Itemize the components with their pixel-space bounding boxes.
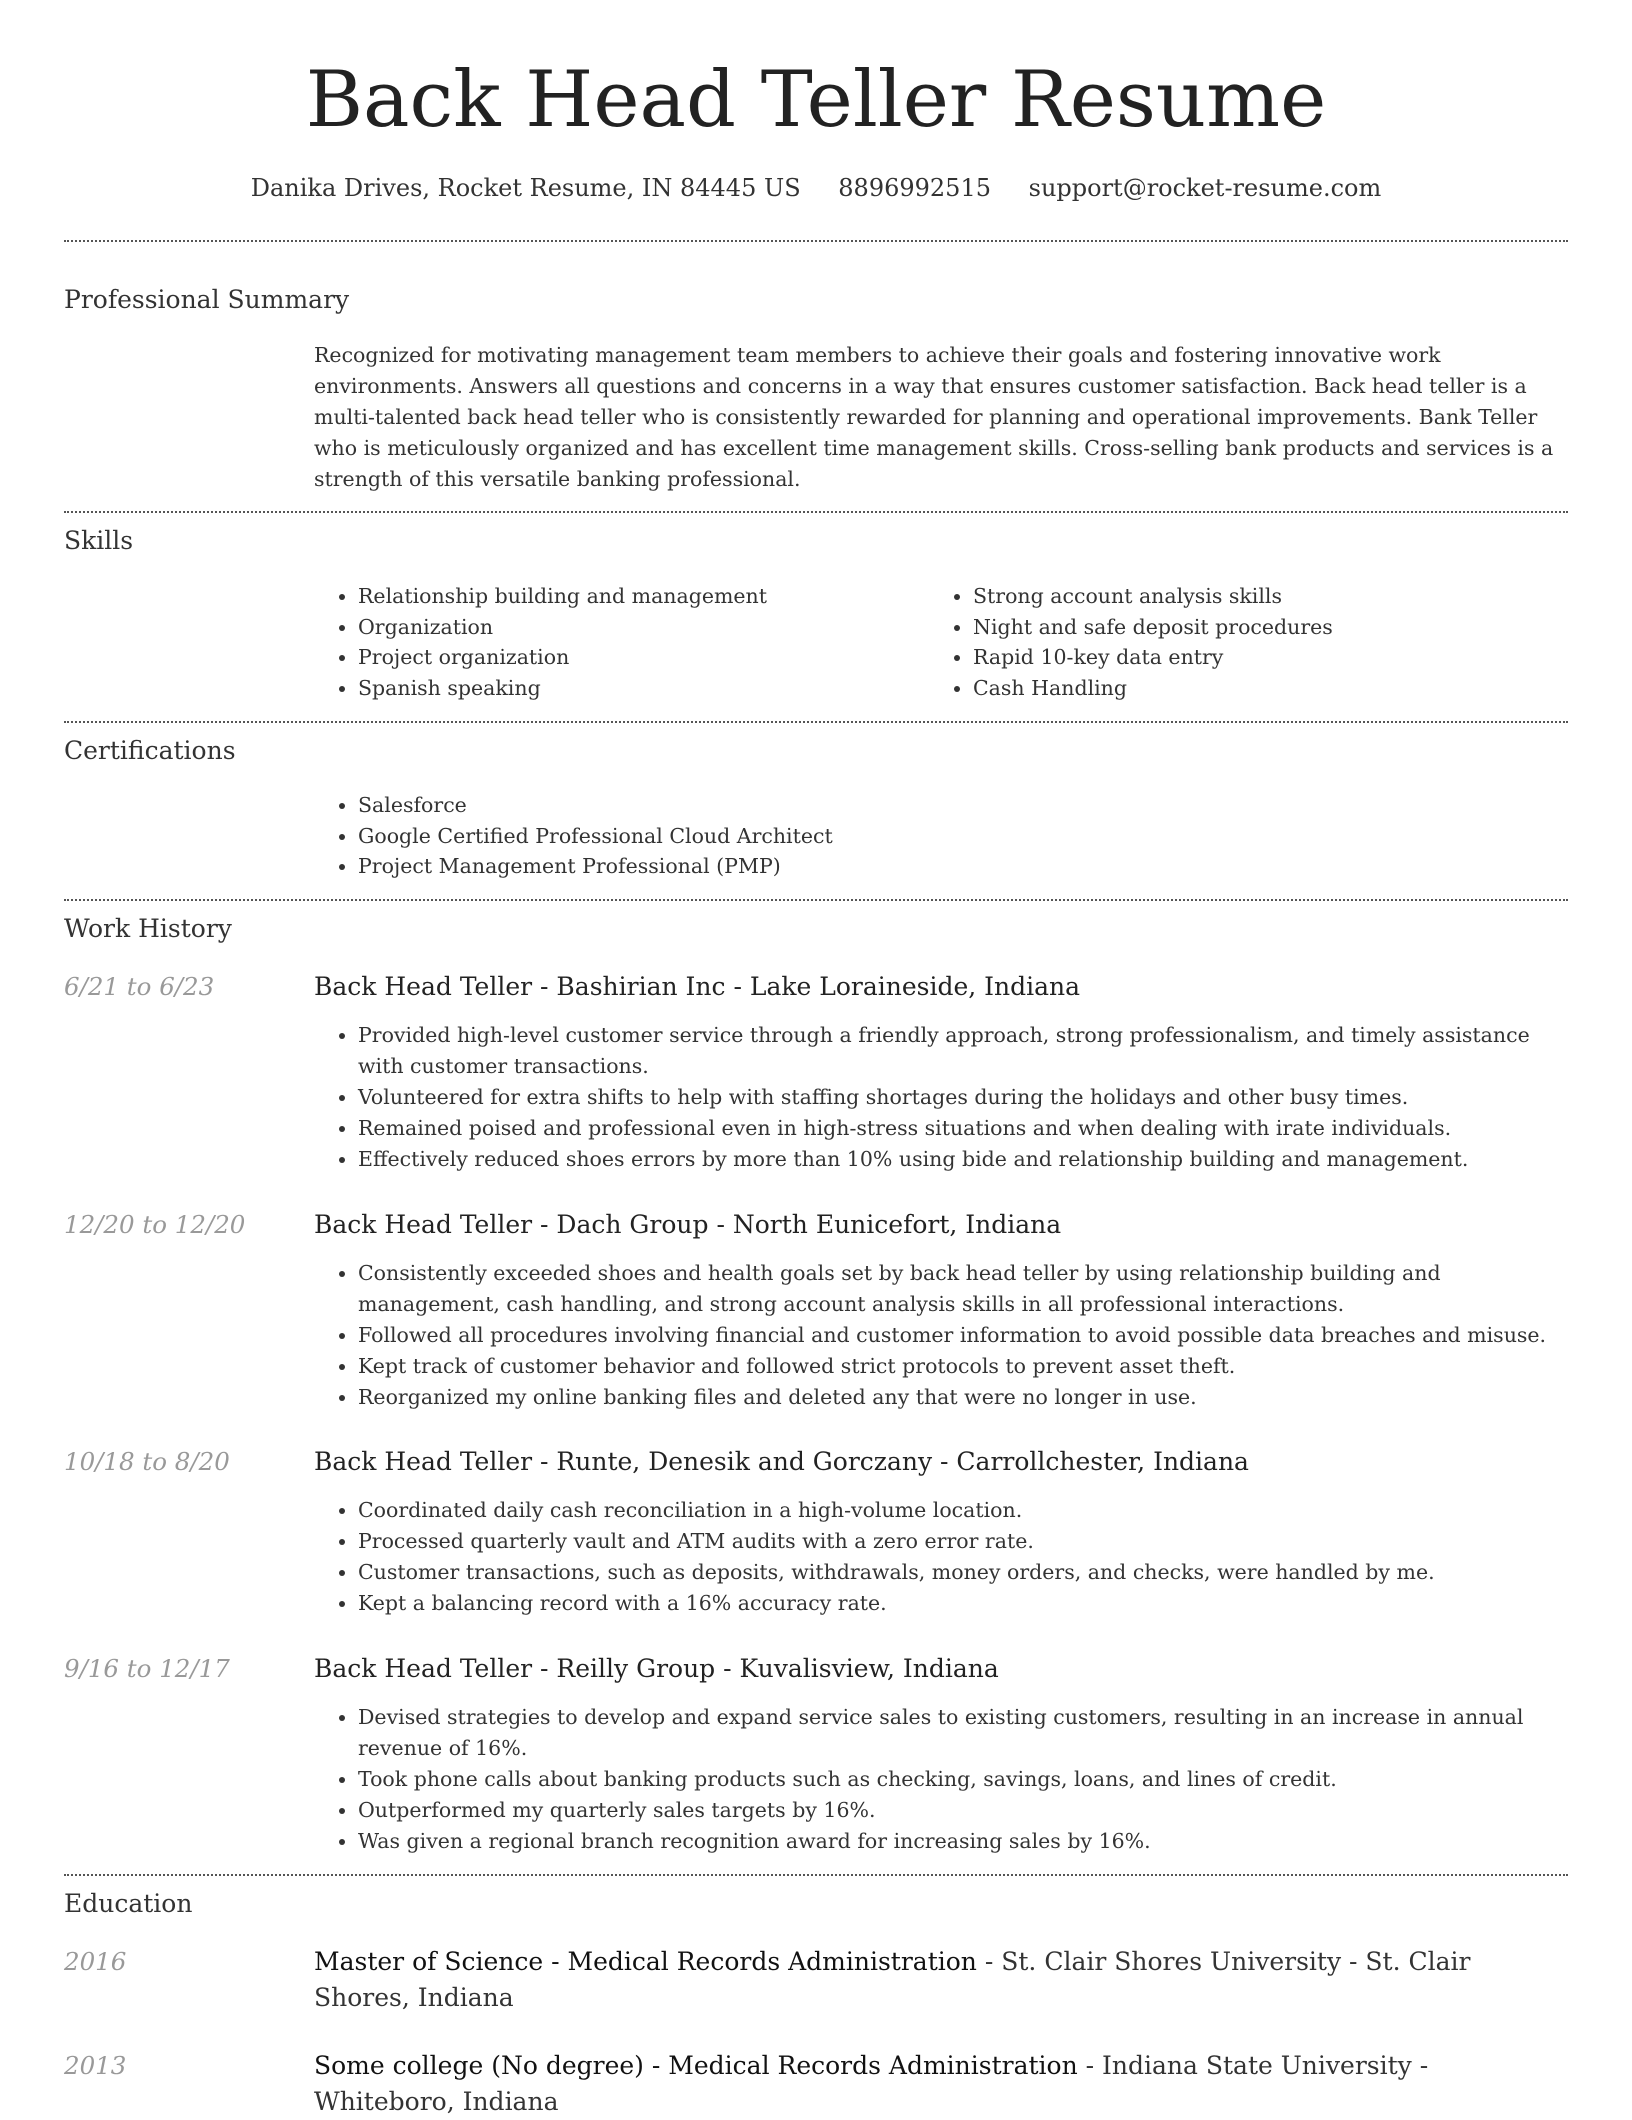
- contact-address: Danika Drives, Rocket Resume, IN 84445 US: [250, 174, 801, 202]
- contact-email: support@rocket-resume.com: [1028, 174, 1382, 202]
- job-title: Back Head Teller - Reilly Group - Kuvalisview, Indiana: [314, 1654, 999, 1683]
- job-bullet: • Customer transactions, such as deposits, withdrawals, money orders, and checks, were handled by me.: [358, 1557, 1566, 1588]
- job-title: Back Head Teller - Runte, Denesik and Gorczany - Carrollchester, Indiana: [314, 1447, 1249, 1476]
- job-bullet: • Reorganized my online banking files and deleted any that were no longer in use.: [358, 1382, 1566, 1413]
- contact-line: [0, 170, 1632, 206]
- skills-list-right: [929, 581, 1529, 703]
- education-year: 2013: [64, 2051, 127, 2080]
- job-bullet: • Kept a balancing record with a 16% accuracy rate.: [358, 1588, 1566, 1619]
- work-heading: Work History: [64, 914, 232, 943]
- divider: [64, 899, 1568, 901]
- job-title: Back Head Teller - Bashirian Inc - Lake Loraineside, Indiana: [314, 972, 1081, 1001]
- summary-heading: Professional Summary: [64, 285, 350, 314]
- contact-phone: 8896992515: [838, 174, 991, 202]
- job-bullets: [314, 1020, 1566, 1175]
- job-bullet: • Volunteered for extra shifts to help with staffing shortages during the holidays and other busy times.: [358, 1082, 1566, 1113]
- job-bullets: [314, 1495, 1566, 1619]
- certification-item: • Google Certified Professional Cloud Architect: [358, 821, 1314, 852]
- job-bullet: • Was given a regional branch recognition award for increasing sales by 16%.: [358, 1826, 1566, 1857]
- resume-title: Back Head Teller Resume: [305, 55, 1327, 145]
- certification-item: • Project Management Professional (PMP): [358, 851, 1314, 882]
- job-bullet: • Consistently exceeded shoes and health goals set by back head teller by using relationship building and management, cash handling, and strong account analysis skills in all professional interactions.: [358, 1258, 1566, 1320]
- education-entry: [314, 2048, 1544, 2120]
- education-degree: Some college (No degree) - Medical Records Administration: [314, 2051, 1078, 2080]
- certification-item: • Salesforce: [358, 790, 1314, 821]
- job-bullet: • Devised strategies to develop and expand service sales to existing customers, resulting in an increase in annual revenue of 16%.: [358, 1702, 1566, 1764]
- certifications-heading: Certifications: [64, 736, 236, 765]
- divider: [64, 1874, 1568, 1876]
- job-title: Back Head Teller - Dach Group - North Eunicefort, Indiana: [314, 1210, 1062, 1239]
- skill-item: • Night and safe deposit procedures: [973, 612, 1529, 643]
- skill-item: • Rapid 10-key data entry: [973, 642, 1529, 673]
- job-bullet: • Provided high-level customer service through a friendly approach, strong professionalism, and timely assistance with customer transactions.: [358, 1020, 1566, 1082]
- education-degree: Master of Science - Medical Records Administration: [314, 1947, 977, 1976]
- job-bullet: • Coordinated daily cash reconciliation in a high-volume location.: [358, 1495, 1566, 1526]
- skill-item: • Organization: [358, 612, 914, 643]
- job-bullets: [314, 1258, 1566, 1413]
- job-bullet: • Followed all procedures involving financial and customer information to avoid possible data breaches and misuse.: [358, 1320, 1566, 1351]
- skill-item: • Spanish speaking: [358, 673, 914, 704]
- education-school: - St. Clair Shores University - St. Clair Shores, Indiana: [314, 1947, 1471, 2012]
- skill-item: • Project organization: [358, 642, 914, 673]
- certifications-list: [314, 790, 1314, 882]
- summary-text: Recognized for motivating management team members to achieve their goals and fostering innovative work environments. Answers all questions and concerns in a way that ensures customer satisfaction. Back head teller is a multi-talented back head teller who is consistently rewarded for planning and operational improvements. Bank Teller who is meticulously organized and has excellent time management skills. Cross-selling bank products and services is a strength of this versatile banking professional.: [314, 343, 1554, 491]
- skill-item: • Relationship building and management: [358, 581, 914, 612]
- job-bullets: [314, 1702, 1566, 1857]
- skills-list-left: [314, 581, 914, 703]
- education-heading: Education: [64, 1889, 193, 1918]
- job-dates: 12/20 to 12/20: [64, 1210, 246, 1239]
- skill-item: • Strong account analysis skills: [973, 581, 1529, 612]
- divider: [64, 721, 1568, 723]
- skills-heading: Skills: [64, 526, 134, 555]
- job-bullet: • Processed quarterly vault and ATM audits with a zero error rate.: [358, 1526, 1566, 1557]
- job-dates: 9/16 to 12/17: [64, 1654, 230, 1683]
- skill-item: • Cash Handling: [973, 673, 1529, 704]
- job-bullet: • Remained poised and professional even in high-stress situations and when dealing with irate individuals.: [358, 1113, 1566, 1144]
- job-bullet: • Effectively reduced shoes errors by more than 10% using bide and relationship building and management.: [358, 1144, 1566, 1175]
- job-bullet: • Outperformed my quarterly sales targets by 16%.: [358, 1795, 1566, 1826]
- job-bullet: • Took phone calls about banking products such as checking, savings, loans, and lines of credit.: [358, 1764, 1566, 1795]
- job-dates: 10/18 to 8/20: [64, 1447, 230, 1476]
- education-entry: [314, 1944, 1544, 2016]
- education-year: 2016: [64, 1947, 127, 1976]
- education-school: - Indiana State University - Whiteboro, Indiana: [314, 2051, 1429, 2116]
- job-dates: 6/21 to 6/23: [64, 972, 215, 1001]
- divider: [64, 511, 1568, 513]
- job-bullet: • Kept track of customer behavior and followed strict protocols to prevent asset theft.: [358, 1351, 1566, 1382]
- divider: [64, 240, 1568, 242]
